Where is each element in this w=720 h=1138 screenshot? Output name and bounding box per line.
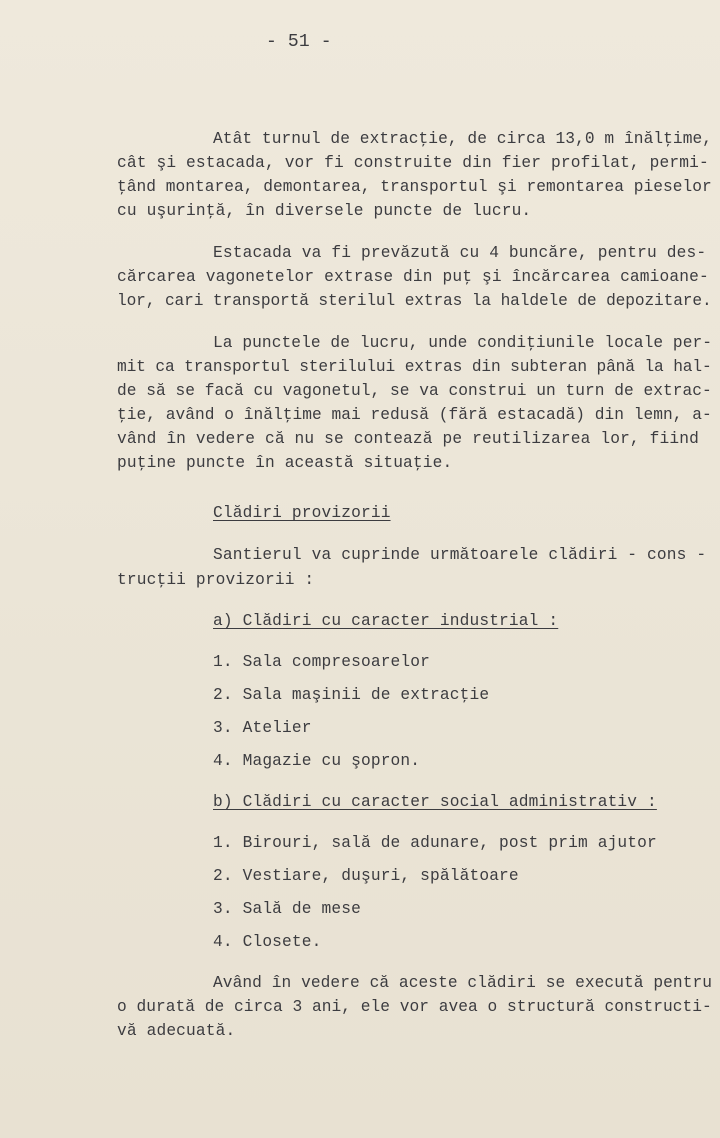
text-line: ţie, având o înălţime mai redusă (fără estacadă) din lemn, a- bbox=[117, 406, 712, 424]
list-item: 4. Magazie cu şopron. bbox=[213, 752, 421, 770]
subsection-social: b) Clădiri cu caracter social administrativ : bbox=[213, 793, 657, 811]
section-heading: Clădiri provizorii bbox=[213, 504, 391, 522]
text-line: cărcarea vagonetelor extrase din puţ şi încărcarea camioane- bbox=[117, 268, 709, 286]
text-line: mit ca transportul sterilului extras din subteran până la hal- bbox=[117, 358, 712, 376]
text-line: de să se facă cu vagonetul, se va construi un turn de extrac- bbox=[117, 382, 712, 400]
text-line: Estacada va fi prevăzută cu 4 buncăre, pentru des- bbox=[213, 244, 707, 262]
text-line: lor, cari transportă sterilul extras la haldele de depozitare. bbox=[117, 292, 712, 310]
text-line: vând în vedere că nu se contează pe reutilizarea lor, fiind bbox=[117, 430, 699, 448]
list-item: 2. Vestiare, duşuri, spălătoare bbox=[213, 867, 519, 885]
text-line: ţând montarea, demontarea, transportul şi remontarea pieselor bbox=[117, 178, 712, 196]
text-line: cu uşurinţă, în diversele puncte de lucru. bbox=[117, 202, 532, 220]
text-line: Santierul va cuprinde următoarele clădiri - cons - bbox=[213, 546, 707, 564]
text-line: Atât turnul de extracţie, de circa 13,0 m înălţime, bbox=[213, 130, 713, 148]
list-item: 3. Atelier bbox=[213, 719, 312, 737]
text-line: Având în vedere că aceste clădiri se execută pentru bbox=[213, 974, 713, 992]
list-item: 4. Closete. bbox=[213, 933, 322, 951]
page-number: - 51 - bbox=[266, 32, 332, 52]
text-line: puţine puncte în această situaţie. bbox=[117, 454, 453, 472]
list-item: 1. Sala compresoarelor bbox=[213, 653, 431, 671]
text-line: o durată de circa 3 ani, ele vor avea o structură constructi- bbox=[117, 998, 712, 1016]
subsection-industrial: a) Clădiri cu caracter industrial : bbox=[213, 612, 559, 630]
list-item: 1. Birouri, sală de adunare, post prim ajutor bbox=[213, 834, 657, 852]
text-line: trucţii provizorii : bbox=[117, 571, 315, 589]
text-line: cât şi estacada, vor fi construite din fier profilat, permi- bbox=[117, 154, 709, 172]
text-line: La punctele de lucru, unde condiţiunile locale per- bbox=[213, 334, 713, 352]
list-item: 3. Sală de mese bbox=[213, 900, 361, 918]
list-item: 2. Sala maşinii de extracţie bbox=[213, 686, 490, 704]
text-line: vă adecuată. bbox=[117, 1022, 236, 1040]
